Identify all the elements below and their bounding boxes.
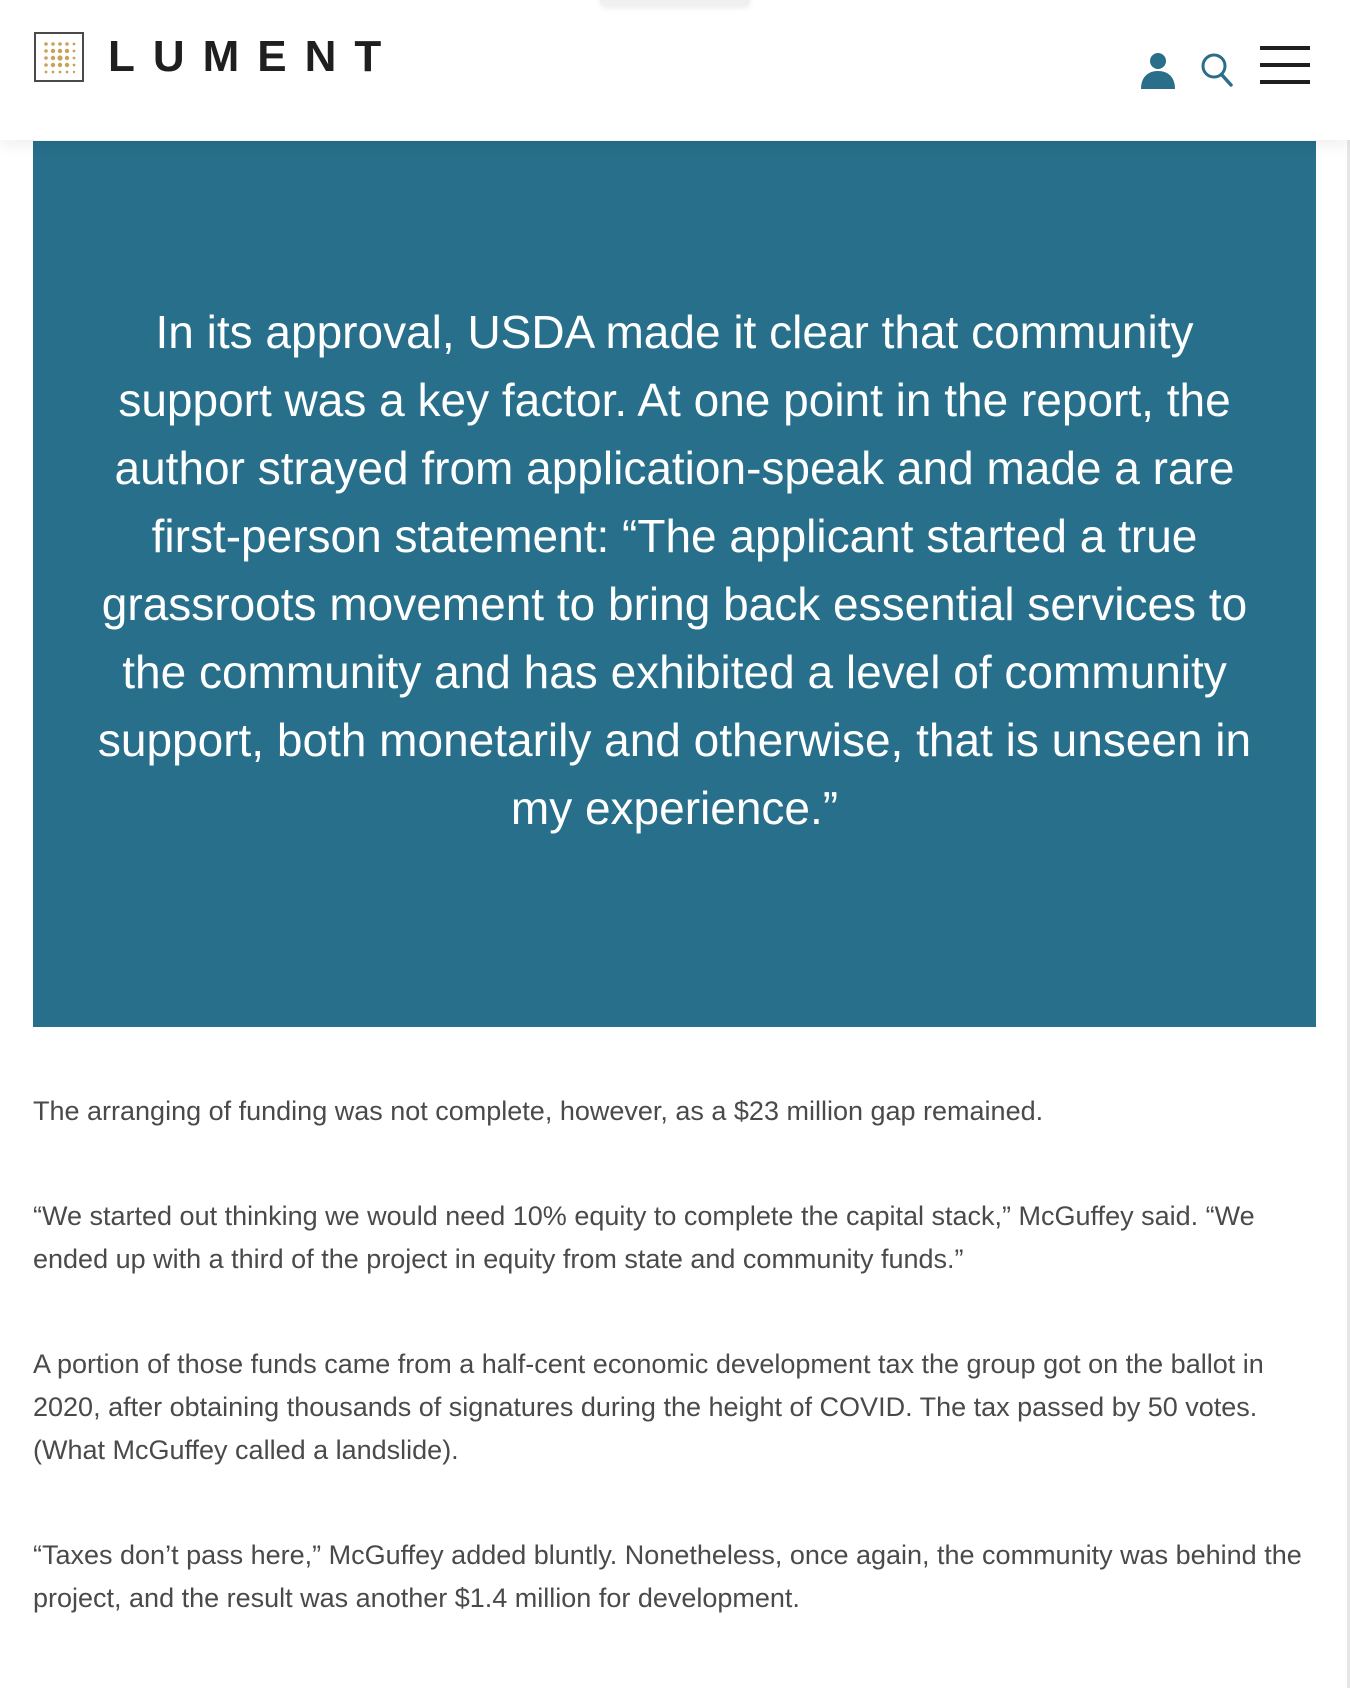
user-icon[interactable] bbox=[1138, 50, 1178, 95]
pull-quote-block bbox=[33, 141, 1316, 1027]
site-header bbox=[0, 0, 1350, 140]
browser-pull-tab bbox=[600, 0, 750, 6]
article-body bbox=[33, 1090, 1303, 1682]
pull-quote-text: In its approval, USDA made it clear that community support was a key factor. At one point in the report, the author strayed from application-speak and made a rare first-person statement: “The applicant started a true grassroots movement to bring back essential services to the community and has exhibited a level of community support, both monetarily and otherwise, that is unseen in my experience.” bbox=[97, 306, 1252, 834]
article-paragraph: “Taxes don’t pass here,” McGuffey added bluntly. Nonetheless, once again, the community was behind the project, and the result was another $1.4 million for development. bbox=[33, 1540, 1302, 1613]
lument-logo-icon bbox=[34, 32, 84, 82]
article-paragraph: A portion of those funds came from a half-cent economic development tax the group got on the ballot in 2020, after obtaining thousands of signatures during the height of COVID. The tax passed by 50 votes. (What McGuffey called a landslide). bbox=[33, 1349, 1264, 1465]
search-icon[interactable] bbox=[1200, 52, 1234, 93]
article-paragraph: “We started out thinking we would need 10% equity to complete the capital stack,” McGuffey said. “We ended up with a third of the project in equity from state and community funds.” bbox=[33, 1201, 1255, 1274]
header-icon-group bbox=[1138, 40, 1310, 95]
hamburger-menu-icon[interactable] bbox=[1260, 44, 1310, 91]
article-paragraph: The arranging of funding was not complete, however, as a $23 million gap remained. bbox=[33, 1096, 1044, 1126]
brand-name: LUMENT bbox=[108, 32, 400, 81]
brand-logo-link[interactable] bbox=[34, 32, 399, 82]
